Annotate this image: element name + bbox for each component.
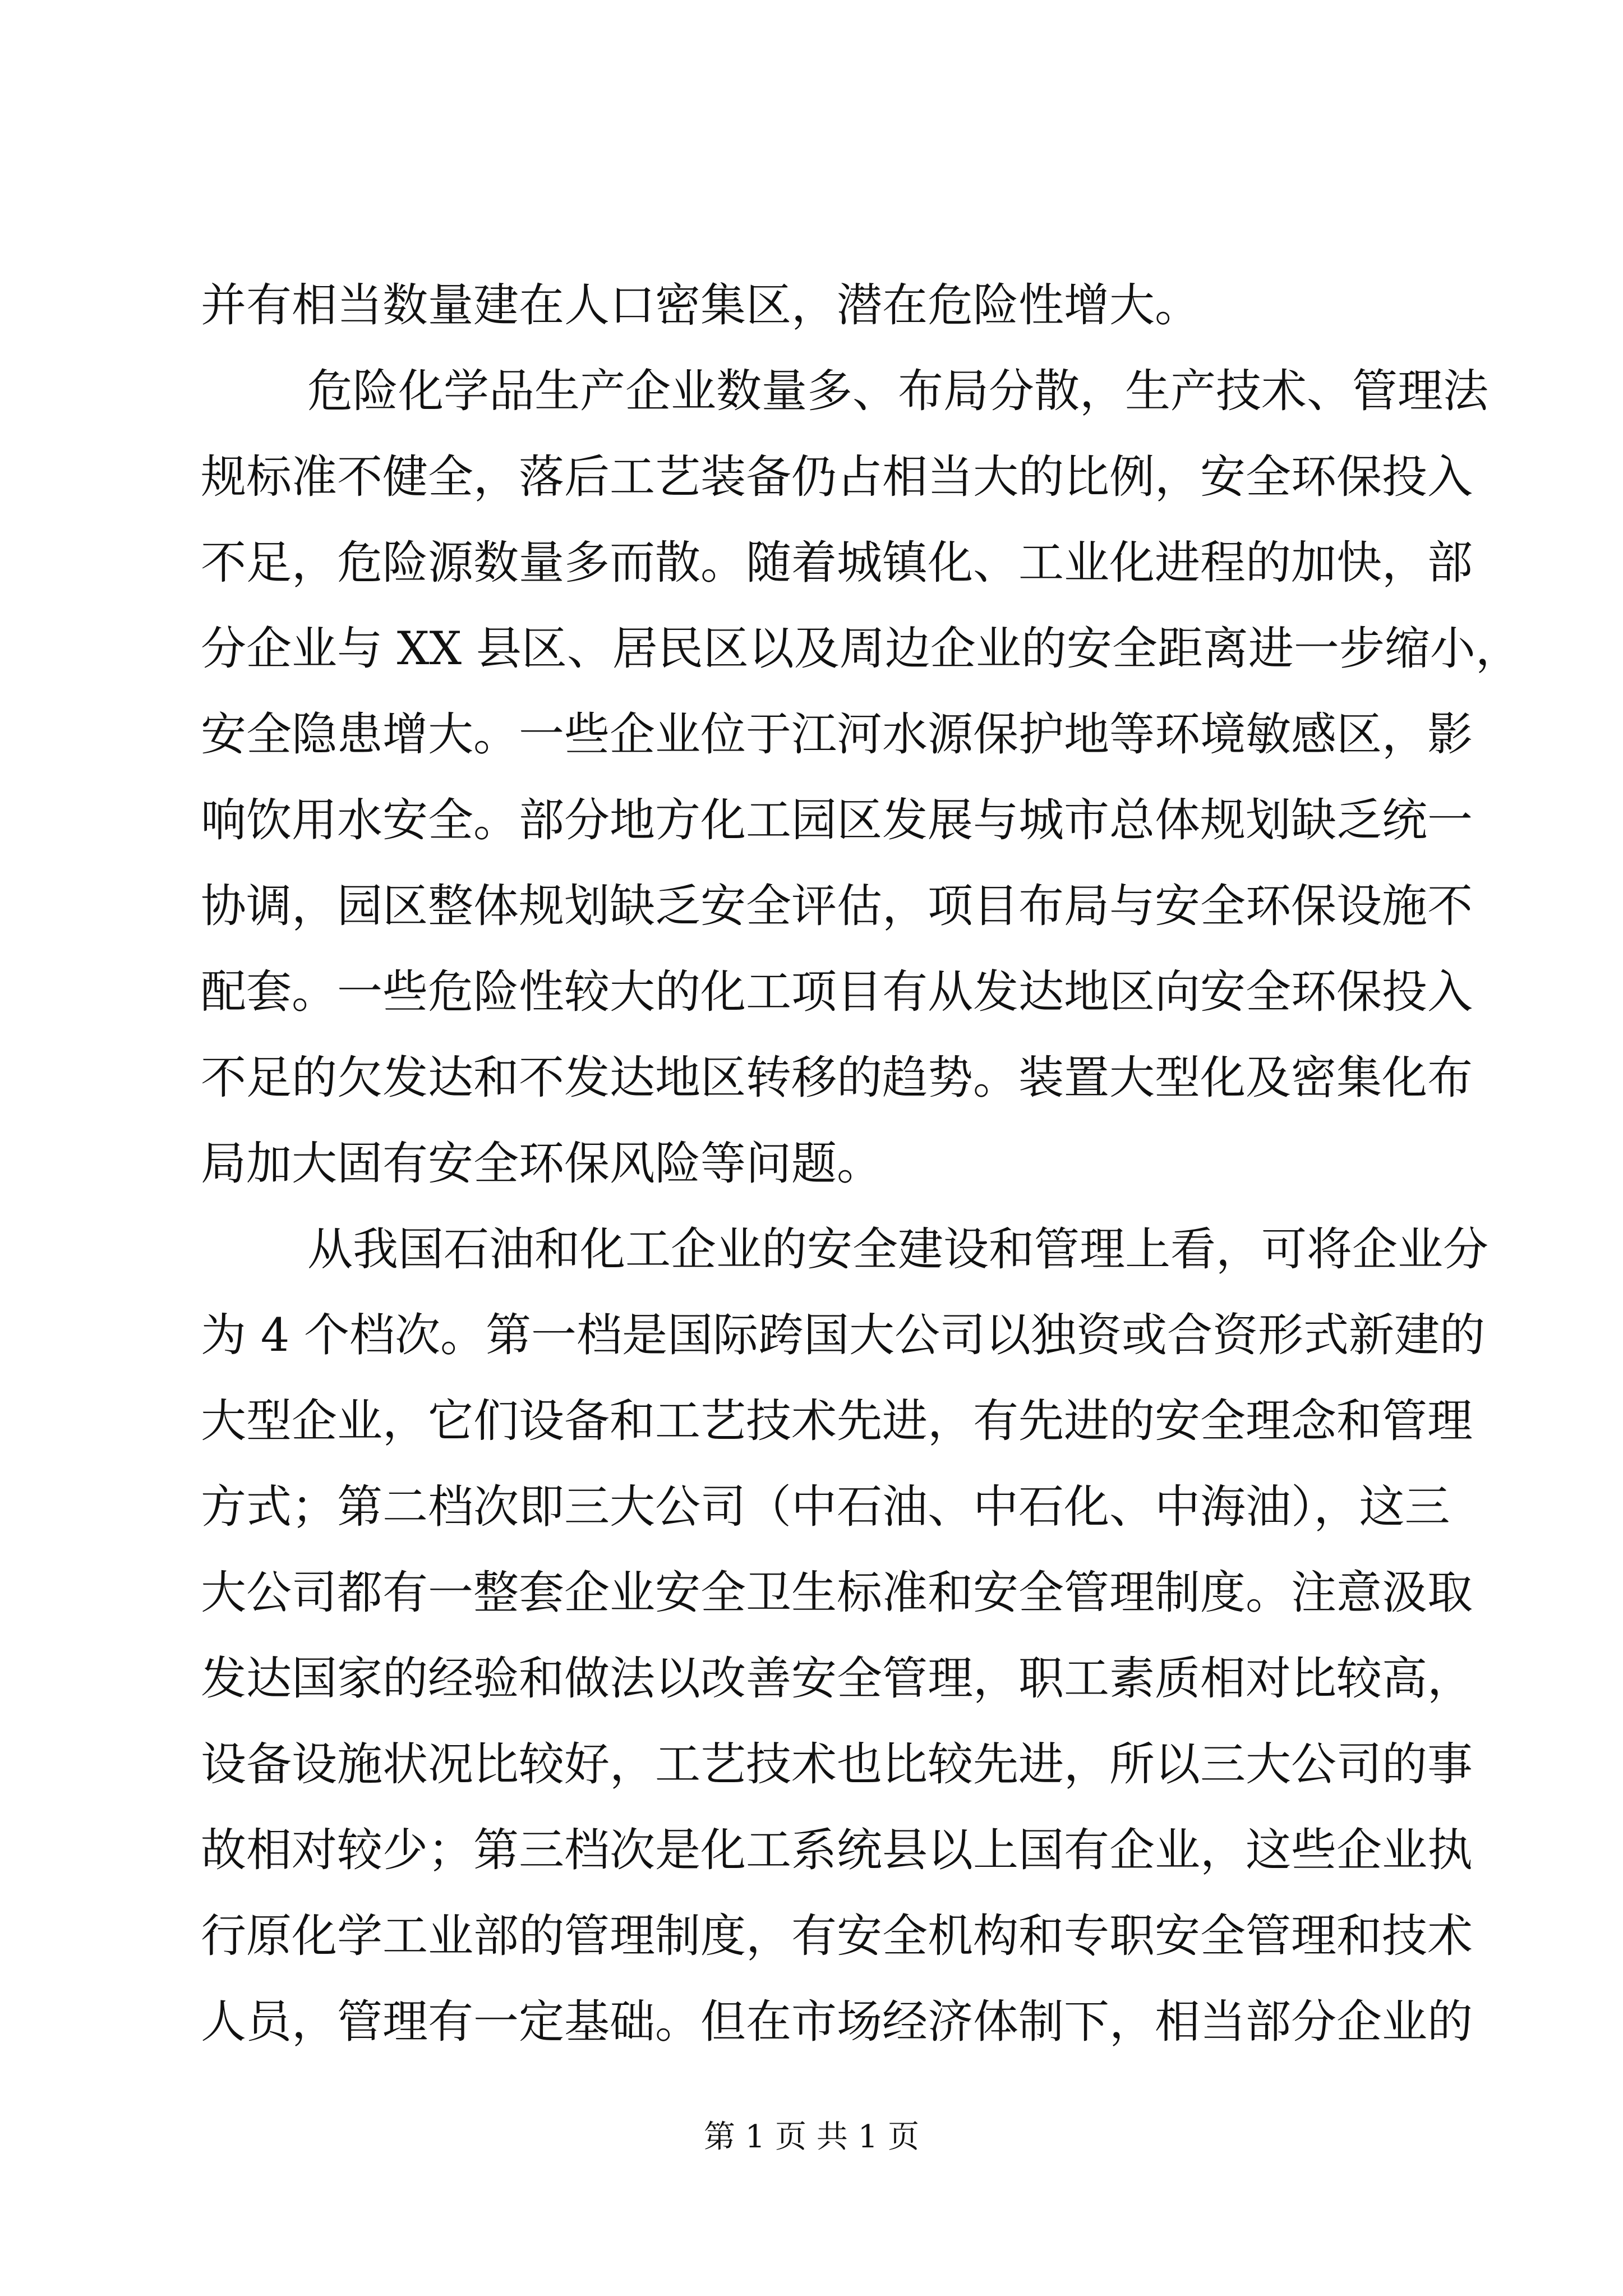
text-line-5: 分企业与 XX 县区、居民区以及周边企业的安全距离进一步缩小， [201, 623, 1521, 675]
text-line-3: 规标准不健全，落后工艺装备仍占相当大的比例，安全环保投入 [201, 451, 1473, 504]
text-line-8: 协调，园区整体规划缺乏安全评估，项目布局与安全环保设施不 [201, 880, 1473, 933]
text-line-19: 故相对较少；第三档次是化工系统县以上国有企业，这些企业执 [201, 1824, 1473, 1877]
text-line-2: 危险化学品生产企业数量多、布局分散，生产技术、管理法 [307, 365, 1489, 418]
text-line-18: 设备设施状况比较好，工艺技术也比较先进，所以三大公司的事 [201, 1738, 1473, 1791]
text-line-14: 大型企业，它们设备和工艺技术先进，有先进的安全理念和管理 [201, 1395, 1473, 1448]
text-line-11: 局加大固有安全环保风险等问题。 [201, 1138, 883, 1190]
text-line-12: 从我国石油和化工企业的安全建设和管理上看，可将企业分 [307, 1223, 1489, 1276]
text-line-7: 响饮用水安全。部分地方化工园区发展与城市总体规划缺乏统一 [201, 794, 1473, 847]
text-line-20: 行原化学工业部的管理制度，有安全机构和专职安全管理和技术 [201, 1910, 1473, 1963]
text-line-4: 不足，危险源数量多而散。随着城镇化、工业化进程的加快，部 [201, 537, 1473, 590]
text-line-9: 配套。一些危险性较大的化工项目有从发达地区向安全环保投入 [201, 966, 1473, 1019]
text-line-17: 发达国家的经验和做法以改善安全管理，职工素质相对比较高， [201, 1653, 1473, 1705]
text-line-15: 方式；第二档次即三大公司（中石油、中石化、中海油），这三 [201, 1481, 1450, 1534]
text-line-21: 人员，管理有一定基础。但在市场经济体制下，相当部分企业的 [201, 1996, 1473, 2049]
text-line-13: 为 4 个档次。第一档是国际跨国大公司以独资或合资形式新建的 [201, 1309, 1486, 1362]
text-line-6: 安全隐患增大。一些企业位于江河水源保护地等环境敏感区，影 [201, 708, 1473, 761]
text-line-1: 并有相当数量建在人口密集区，潜在危险性增大。 [201, 279, 1201, 332]
text-line-10: 不足的欠发达和不发达地区转移的趋势。装置大型化及密集化布 [201, 1052, 1473, 1105]
text-line-16: 大公司都有一整套企业安全卫生标准和安全管理制度。注意汲取 [201, 1567, 1473, 1619]
page-number-footer: 第 1 页 共 1 页 [703, 2119, 920, 2155]
